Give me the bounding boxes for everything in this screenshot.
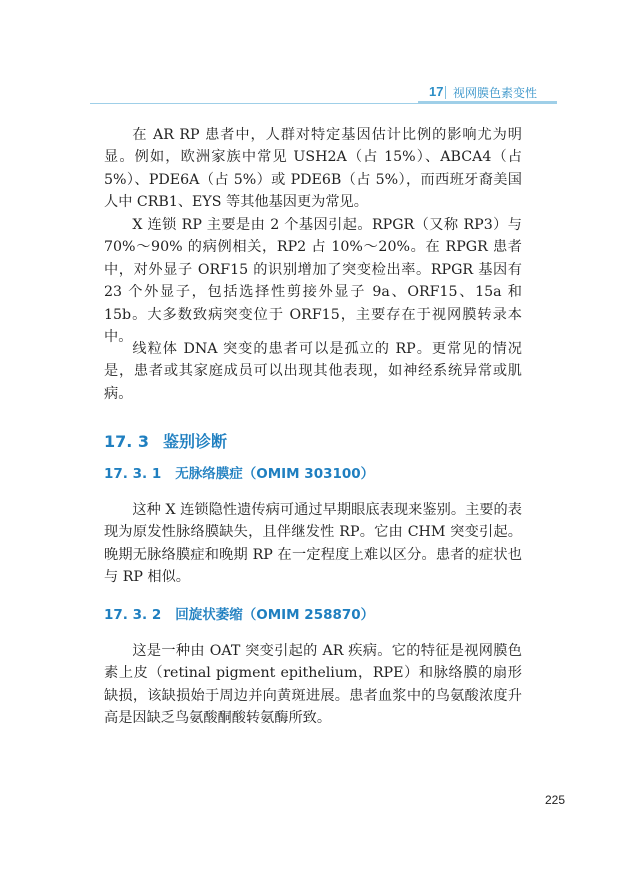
- section-heading: [104, 429, 227, 452]
- subsection-number-1: 17. 3. 1: [104, 466, 162, 482]
- subsection-heading-1: [104, 462, 374, 482]
- paragraph-gyrate-atrophy: 这是一种由 OAT 突变引起的 AR 疾病。它的特征是视网膜色素上皮（retinal pigment epithelium，RPE）和脉络膜的扇形缺损，该缺损始于周边并向黄斑进展。患者血浆中的鸟氨酸浓度升高是因缺乏鸟氨酸酮酸转氨酶所致。: [104, 643, 522, 727]
- section-number: 17. 3: [104, 432, 150, 451]
- paragraph-ar-rp: 在 AR RP 患者中，人群对特定基因估计比例的影响尤为明显。例如，欧洲家族中常见 USH2A（占 15%）、ABCA4（占 5%）、PDE6A（占 5%）或 PDE6B（占 5%），而西班牙裔美国人中 CRB1、EYS 等其他基因更为常见。: [104, 127, 522, 211]
- paragraph-x-linked-rp: X 连锁 RP 主要是由 2 个基因引起。RPGR（又称 RP3）与 70%～90% 的病例相关，RP2 占 10%～20%。在 RPGR 患者中，对外显子 ORF15 的识别增加了突变检出率。RPGR 基因有 23 个外显子，包括选择性剪接外显子 9a、ORF15、15a 和 15b。大多数致病突变位于 ORF15，主要存在于视网膜转录本中。: [104, 217, 522, 346]
- subsection-heading-2: [104, 603, 374, 623]
- section-title: 鉴别诊断: [163, 432, 228, 451]
- header-rule-accent: [418, 101, 557, 104]
- page-number: 225: [545, 793, 566, 807]
- subsection-title-2: 回旋状萎缩（OMIM 258870）: [175, 607, 375, 623]
- chapter-number: 17: [429, 84, 444, 99]
- subsection-number-2: 17. 3. 2: [104, 607, 162, 623]
- paragraph-choroideremia: 这种 X 连锁隐性遗传病可通过早期眼底表现来鉴别。主要的表现为原发性脉络膜缺失，且伴继发性 RP。它由 CHM 突变引起。晚期无脉络膜症和晚期 RP 在一定程度上难以区分。患者的症状也与 RP 相似。: [104, 502, 522, 586]
- running-header: [0, 0, 621, 105]
- header-separator: [445, 86, 446, 99]
- subsection-title-1: 无脉络膜症（OMIM 303100）: [175, 466, 375, 482]
- chapter-title: 视网膜色素变性: [453, 86, 538, 100]
- paragraph-mitochondrial: 线粒体 DNA 突变的患者可以是孤立的 RP。更常见的情况是，患者或其家庭成员可以出现其他表现，如神经系统异常或肌病。: [104, 341, 522, 402]
